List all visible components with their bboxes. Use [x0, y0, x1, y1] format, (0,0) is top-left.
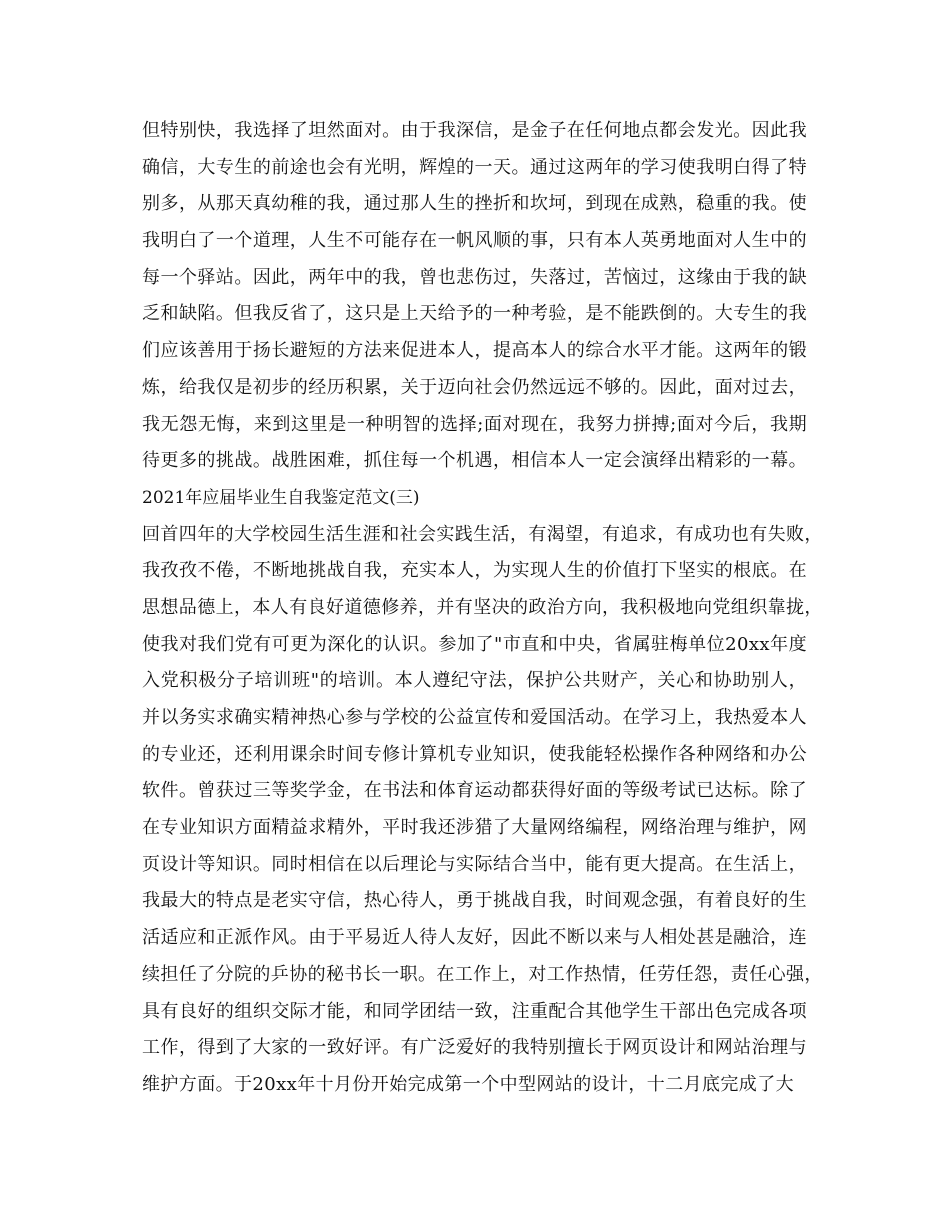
document-body: [142, 113, 823, 1104]
text-line: 待更多的挑战。战胜困难，抓住每一个机遇，相信本人一定会演绎出精彩的一幕。: [142, 450, 807, 472]
text-line: 思想品德上，本人有良好道德修养，并有坚决的政治方向，我积极地向党组织靠拢，: [142, 596, 823, 618]
text-line: 在专业知识方面精益求精外，平时我还涉猎了大量网络编程，网络治理与维护，网: [142, 817, 807, 839]
text-line: 炼，给我仅是初步的经历积累，关于迈向社会仍然远远不够的。因此，面对过去，: [142, 376, 807, 398]
text-line: 我无怨无悔，来到这里是一种明智的选择;面对现在，我努力拼搏;面对今后，我期: [142, 413, 807, 435]
text-line: 但特别快，我选择了坦然面对。由于我深信，是金子在任何地点都会发光。因此我: [142, 120, 807, 141]
text-line: 的专业还，还利用课余时间专修计算机专业知识，使我能轻松操作各种网络和办公: [142, 743, 807, 765]
text-line: 具有良好的组织交际才能，和同学团结一致，注重配合其他学生干部出色完成各项: [142, 1000, 807, 1022]
text-line: 别多，从那天真幼稚的我，通过那人生的挫折和坎坷，到现在成熟，稳重的我。使: [142, 193, 807, 215]
section-heading: 2021年应届毕业生自我鉴定范文(三): [142, 487, 420, 508]
text-line: 维护方面。于20xx年十月份开始完成第一个中型网站的设计，十二月底完成了大: [142, 1073, 795, 1095]
text-line: 入党积极分子培训班"的培训。本人遵纪守法，保护公共财产，关心和协助别人，: [142, 670, 807, 692]
text-line: 们应该善用于扬长避短的方法来促进本人，提高本人的综合水平才能。这两年的锻: [142, 340, 807, 362]
text-line: 活适应和正派作风。由于平易近人待人友好，因此不断以来与人相处甚是融洽，连: [142, 927, 807, 949]
text-line: 软件。曾获过三等奖学金，在书法和体育运动都获得好面的等级考试已达标。除了: [142, 780, 807, 802]
text-line: 乏和缺陷。但我反省了，这只是上天给予的一种考验，是不能跌倒的。大专生的我: [142, 303, 807, 325]
text-line: 并以务实求确实精神热心参与学校的公益宣传和爱国活动。在学习上，我热爱本人: [142, 707, 807, 728]
text-line: 回首四年的大学校园生活生涯和社会实践生活，有渴望，有追求，有成功也有失败，: [142, 523, 823, 545]
paragraph-1: [142, 113, 807, 480]
text-line: 续担任了分院的乒协的秘书长一职。在工作上，对工作热情，任劳任怨，责任心强，: [142, 963, 823, 985]
text-line: 使我对我们党有可更为深化的认识。参加了"市直和中央，省属驻梅单位20xx年度: [142, 633, 807, 655]
text-line: 我明白了一个道理，人生不可能存在一帆风顺的事，只有本人英勇地面对人生中的: [142, 230, 807, 252]
text-line: 工作，得到了大家的一致好评。有广泛爱好的我特别擅长于网页设计和网站治理与: [142, 1037, 807, 1059]
text-line: 我最大的特点是老实守信，热心待人，勇于挑战自我，时间观念强，有着良好的生: [142, 890, 807, 912]
text-line: 页设计等知识。同时相信在以后理论与实际结合当中，能有更大提高。在生活上，: [142, 853, 807, 875]
text-line: 每一个驿站。因此，两年中的我，曾也悲伤过，失落过，苦恼过，这缘由于我的缺: [142, 266, 807, 288]
paragraph-2: [142, 517, 823, 1104]
text-line: 确信，大专生的前途也会有光明，辉煌的一天。通过这两年的学习使我明白得了特: [142, 156, 807, 178]
text-line: 我孜孜不倦，不断地挑战自我，充实本人，为实现人生的价值打下坚实的根底。在: [142, 560, 807, 582]
